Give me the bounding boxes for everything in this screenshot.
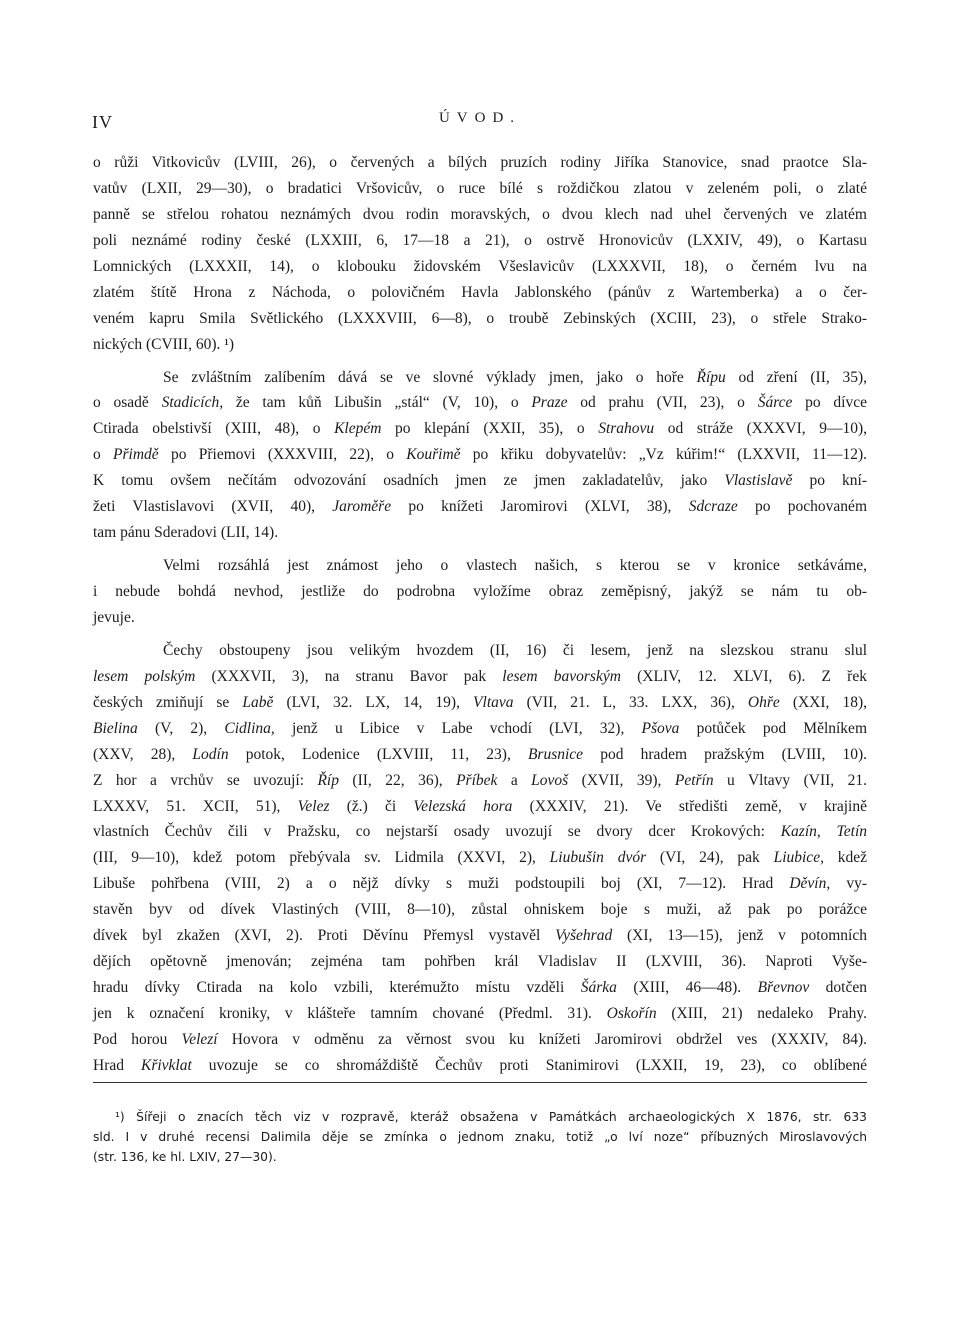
italic-term: Liubušin dvór <box>549 849 647 867</box>
text-run: po pochovaném <box>737 498 867 516</box>
italic-term: Jaroměře <box>332 498 392 516</box>
text-run: (XI, 13—15), jenž v potomních <box>612 927 867 945</box>
text-run: kdež <box>823 849 867 867</box>
footnote-line: (str. 136, ke hl. LXIV, 27—30). <box>93 1150 277 1164</box>
text-line <box>93 553 867 579</box>
text-line <box>93 520 867 546</box>
text-run: Čechy obstoupeny jsou velikým hvozdem (II, 16) či lesem, jenž na slezskou stranu slul <box>163 641 867 659</box>
text-line <box>93 923 867 949</box>
italic-term: Bielina <box>93 719 138 737</box>
text-line <box>93 975 867 1001</box>
text-line <box>93 306 867 332</box>
text-run: o osadě <box>93 394 162 412</box>
text-run: (XXV, 28), <box>93 745 193 763</box>
text-line <box>93 768 867 794</box>
italic-term: lesem polským <box>93 667 196 685</box>
italic-term: Velezská hora <box>413 797 513 815</box>
paragraph-break <box>93 546 867 553</box>
text-run: K tomu ovšem nečítám odvozování osadních jmen ze jmen zakladatelův, jako <box>93 472 725 490</box>
text-run: žeti Vlastislavovi (XVII, 40), <box>93 498 333 516</box>
italic-term: Ohře <box>747 693 780 711</box>
text-line <box>93 150 867 176</box>
text-run: o růži Vitkovicův (LVIII, 26), o červených a bílých pruzích rodiny Jiříka Stanovice, snad praotce Sla- <box>93 154 867 171</box>
text-run: (XVII, 39), <box>568 771 675 789</box>
text-line <box>93 442 867 468</box>
text-line <box>93 716 867 742</box>
text-run: od zření (II, 35), <box>725 368 868 386</box>
text-run: LXXXV, 51. XCII, 51), <box>93 797 298 815</box>
footnotes <box>93 1107 867 1167</box>
text-run: Pod horou <box>93 1030 182 1048</box>
text-line <box>93 871 867 897</box>
text-line <box>93 202 867 228</box>
italic-term: Stadicích, <box>161 394 224 412</box>
text-run: po Přiemovi (XXXVIII, 22), o <box>158 446 407 464</box>
text-line <box>93 390 867 416</box>
text-run: že tam kůň Libušin „stál“ (V, 10), o <box>223 394 532 412</box>
text-run: tam pánu Sderadovi (LII, 14). <box>93 524 279 542</box>
italic-term: Lodín <box>192 745 229 763</box>
italic-term: Děvín, <box>789 875 831 893</box>
italic-term: Kouřimě <box>406 446 461 464</box>
text-run: po dívce <box>792 394 867 412</box>
text-run: poli neznámé rodiny české (LXXIII, 6, 17—18 a 21), o ostrvě Hronovicův (LXXIV, 49), o Kartasu <box>93 231 867 249</box>
italic-term: Praze <box>531 394 568 412</box>
text-run: vy- <box>830 875 867 893</box>
text-line <box>93 228 867 254</box>
text-line <box>93 579 867 605</box>
text-run: (XXI, 18), <box>779 693 868 711</box>
text-run: a <box>497 771 532 789</box>
text-line <box>93 176 867 202</box>
text-run: i nebude bohdá nevhod, jestliže do podrobna vyložíme obraz zeměpisný, jakýž se nám tu ob- <box>93 583 867 600</box>
italic-term: Říp <box>317 771 339 789</box>
page-number: IV <box>92 112 113 132</box>
italic-term: Šárka <box>580 979 617 997</box>
text-line <box>93 365 867 391</box>
text-run: dotčen <box>809 979 867 997</box>
text-run: po křiku dobyvatelův: „Vz kúřim!“ (LXXVII, 11—12). <box>460 446 867 464</box>
text-run: nických (CVIII, 60). ¹) <box>93 335 235 353</box>
text-run: veném kapru Smila Světlického (LXXXVIII, 6—8), o troubě Zebinských (XCIII, 23), o střele Strako- <box>93 309 867 327</box>
running-head: ÚVOD. <box>438 110 522 126</box>
text-run: Velmi rozsáhlá jest známost jeho o vlastech našich, s kterou se v kronice setkáváme, <box>163 557 867 575</box>
text-run: (II, 22, 36), <box>338 771 457 789</box>
text-run: panně se střelou rohatou neznámých dvou rodin moravských, o dvou klech nad uhel červených ve zlatém <box>93 205 867 223</box>
italic-term: Velez <box>297 797 330 815</box>
text-run: vatův (LXII, 29—30), o bradatici Vršovicův, o ruce bílé s roždičkou zlatou v zeleném poli, o zlaté <box>93 179 867 197</box>
text-line <box>93 949 867 975</box>
text-run: dívek byl zkažen (XVI, 2). Proti Děvínu Přemysl vystavěl <box>93 927 556 945</box>
text-run: Hrad <box>93 1056 141 1074</box>
italic-term: Křivklat <box>140 1056 192 1074</box>
text-line <box>93 605 867 631</box>
italic-term: Břevnov <box>757 979 810 997</box>
text-run: (V, 2), <box>137 719 225 737</box>
italic-term: Cidlina, <box>224 719 275 737</box>
text-run: Libuše pohřbena (VIII, 2) a o nějž dívky s muži podstoupili boj (XI, 7—12). Hrad <box>93 875 790 893</box>
text-run: (XIII, 21) nedaleko Prahy. <box>656 1005 867 1022</box>
italic-term: Řípu <box>696 368 726 386</box>
text-line <box>93 819 867 845</box>
text-run: pod hradem pražským (LVIII, 10). <box>583 745 867 763</box>
italic-term: Vyšehrad <box>555 927 613 945</box>
text-line <box>93 690 867 716</box>
text-run: jenž u Libice v Labe vchodí (LVI, 32), <box>274 719 642 737</box>
text-run: (VI, 24), pak <box>646 849 774 867</box>
italic-term: Vlastislavě <box>724 472 793 490</box>
italic-term: Příbek <box>456 771 498 789</box>
text-run: Z hor a vrchův se uvozují: <box>93 771 318 789</box>
text-run: od prahu (VII, 23), o <box>567 394 758 412</box>
italic-term: Sdcraze <box>688 498 738 516</box>
text-line <box>93 1027 867 1053</box>
text-run: Hovora v odměnu za věrnost svou ku knížeti Jaromirovi obdržel ves (XXXIV, 84). <box>217 1030 867 1048</box>
text-line <box>93 494 867 520</box>
text-run: (XLIV, 12. XLVI, 6). Z řek <box>620 667 867 685</box>
text-run: (III, 9—10), kdež potom přebývala sv. Lidmila (XXVI, 2), <box>93 849 550 867</box>
text-line <box>93 416 867 442</box>
text-line <box>93 638 867 664</box>
italic-term: Šárce <box>757 394 793 412</box>
italic-term: Klepém <box>334 420 382 438</box>
text-line <box>93 332 867 358</box>
text-run: potok, Lodenice (LXVIII, 11, 23), <box>228 745 528 763</box>
text-run: zlatém štítě Hrona z Náchoda, o polovičném Havla Jablonského (pánův z Wartemberka) a o čer- <box>93 283 867 301</box>
text-run: (XIII, 46—48). <box>616 979 758 997</box>
text-run: potůček pod Mělníkem <box>679 719 867 737</box>
italic-term: Oskořín <box>606 1005 657 1022</box>
italic-term: Pšova <box>641 719 680 737</box>
text-run: (XXXVII, 3), na stranu Bavor pak <box>195 667 503 685</box>
italic-term: Liubice, <box>773 849 824 867</box>
text-run: (LVI, 32. LX, 14, 19), <box>273 693 474 711</box>
italic-term: Vltava <box>473 693 514 711</box>
text-line <box>93 1053 867 1079</box>
text-run: Ctirada obelstivší (XIII, 48), o <box>93 420 335 438</box>
text-run: stavěn byv od dívek Vlastiných (VIII, 8—10), zůstal ohniskem boje s muži, až pak po porážce <box>93 901 867 919</box>
text-run: po klepání (XXII, 35), o <box>381 420 599 438</box>
paragraph-break <box>93 631 867 638</box>
italic-term: Brusnice <box>527 745 584 763</box>
italic-term: Petřín <box>674 771 714 789</box>
text-run: o <box>93 446 114 464</box>
italic-term: Strahovu <box>598 420 655 438</box>
text-line <box>93 897 867 923</box>
text-run: od stráže (XXXVI, 9—10), <box>654 420 868 438</box>
text-run: Lomnických (LXXXII, 14), o klobouku židovském Všeslavicův (LXXXVII, 18), o černém lvu na <box>93 257 867 275</box>
text-run: (ž.) či <box>329 797 414 815</box>
text-run: hradu dívky Ctirada na kolo vzbili, kterémužto místu vzděli <box>93 979 581 997</box>
text-line <box>93 664 867 690</box>
text-run: po knížeti Jaromirovi (XLVI, 38), <box>391 498 689 516</box>
text-line <box>93 1001 867 1027</box>
italic-term: Přimdě <box>113 446 159 464</box>
footnote-separator <box>93 1082 867 1083</box>
text-run: po kní- <box>792 472 867 490</box>
text-run: u Vltavy (VII, 21. <box>713 771 867 789</box>
text-line <box>93 794 867 820</box>
text-line <box>93 742 867 768</box>
body-text <box>93 150 867 1079</box>
text-line <box>93 468 867 494</box>
text-run: vlastních Čechův čili v Pražsku, co nejstarší osady uvozují se dvory dcer Krokových: <box>93 823 781 841</box>
paragraph-break <box>93 358 867 365</box>
italic-term: lesem bavorským <box>502 667 621 685</box>
text-run: uvozuje se co shromáždiště Čechův proti Stanimirovi (LXXII, 19, 23), co oblíbené <box>191 1056 867 1074</box>
italic-term: Lovoš <box>531 771 569 789</box>
text-line <box>93 280 867 306</box>
italic-term: Labě <box>242 693 274 711</box>
footnote-line: sld. I v druhé recensi Dalimila děje se zmínka o jednom znaku, totiž „o lví noze“ příbuzných Miroslavových <box>93 1130 867 1144</box>
text-line <box>93 254 867 280</box>
text-line <box>93 845 867 871</box>
italic-term: Velezí <box>181 1030 218 1048</box>
text-run: českých zmiňují se <box>93 693 243 711</box>
footnote-line: ¹) Šířeji o znacích těch viz v rozpravě, kteráž obsažena v Památkách archaeologických X 1876, str. 633 <box>115 1110 867 1124</box>
italic-term: Kazín, Tetín <box>780 823 867 841</box>
text-run: (XXXIV, 21). Ve středišti země, v krajině <box>512 797 867 815</box>
text-run: jen k označení kroniky, v klášteře tamním chované (Předml. 31). <box>93 1005 607 1022</box>
text-run: dějích opětovně jmenován; zejména tam pohřben král Vladislav II (LXVIII, 36). Naproti Vyše- <box>93 953 867 971</box>
text-run: (VII, 21. L, 33. LXX, 36), <box>513 693 748 711</box>
text-run: Se zvláštním zalíbením dává se ve slovné výklady jmen, jako o hoře <box>163 368 697 386</box>
text-run: jevuje. <box>93 608 135 626</box>
